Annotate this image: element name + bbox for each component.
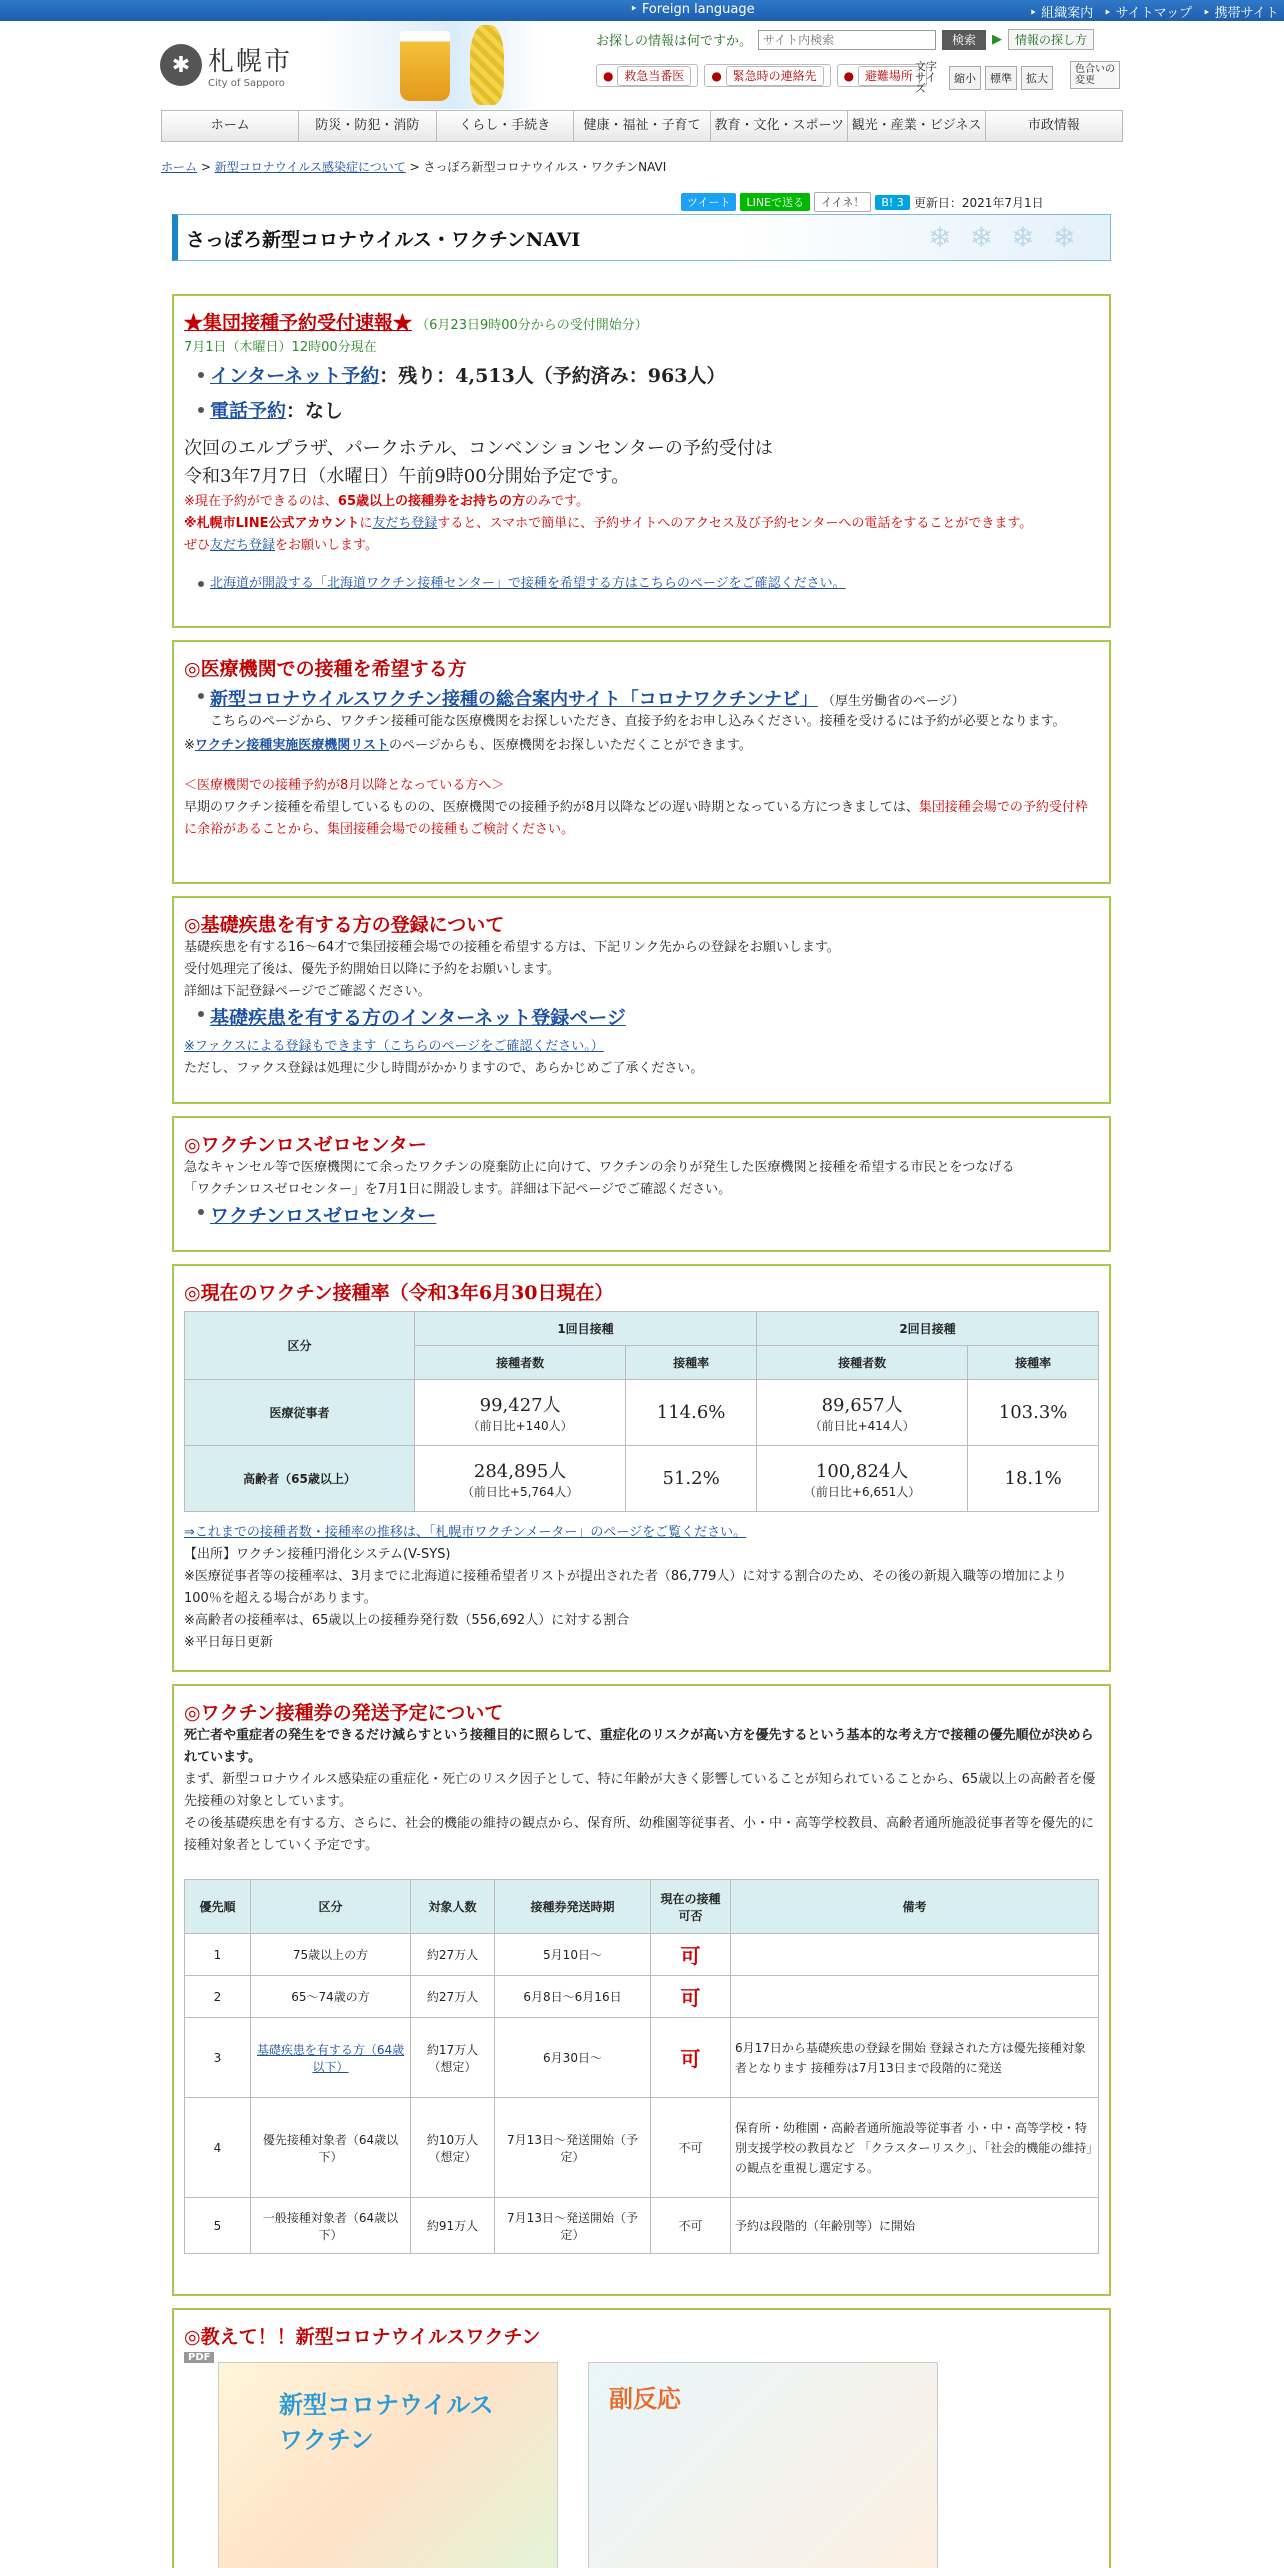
table-row: [185, 2198, 1099, 2254]
registration-text: 基礎疾患を有する16～64才で集団接種会場での接種を希望する方は、下記リンク先からの登録をお願いします。: [184, 940, 840, 955]
availability-cell: 可: [651, 1934, 731, 1976]
updated-date: 更新日：2021年7月1日: [913, 195, 1044, 210]
note-text: のページからも、医療機関をお探しいただくことができます。: [389, 738, 752, 753]
share-bar: [681, 192, 1044, 212]
loss-zero-title: ◎ワクチンロスゼロセンター: [184, 1134, 427, 1156]
th-remarks: 備考: [731, 1880, 1099, 1934]
table-row: [185, 2098, 1099, 2198]
table-row: [185, 1976, 1099, 2018]
search-input[interactable]: [758, 30, 936, 50]
navi-description: こちらのページから、ワクチン接種可能な医療機関をお探しいただき、直接予約をお申し込みください。接種を受けるには予約が必要となります。: [210, 714, 1066, 729]
table-row: [185, 1380, 1099, 1446]
arrow-icon: ▶: [992, 32, 1003, 47]
vaccination-rate-section: [172, 1264, 1111, 1672]
schedule-text: その後基礎疾患を有する方、さらに、社会的機能の維持の観点から、保育所、幼稚園等従事者、小・中・高等学校教員、高齢者通所施設従事者等を優先的に接種対象者としていく予定です。: [184, 1816, 1095, 1853]
cell: [731, 1976, 1099, 2018]
nav-home[interactable]: ホーム: [162, 111, 299, 141]
internet-registration-link[interactable]: 基礎疾患を有する方のインターネット登録ページ: [210, 1007, 626, 1029]
schedule-principle: 死亡者や重症者の発生をできるだけ減らすという接種目的に照らして、重症化のリスクが高い方を優先するという基本的な考え方で接種の優先順位が決められています。: [184, 1728, 1094, 1765]
rate-note: ※医療従事者等の接種率は、3月までに北海道に接種希望者リストが提出された者（86,779人）に対する割合のため、その後の新規入職等の増加により100％を超える場合があります。: [184, 1569, 1067, 1606]
cell: 7月13日～発送開始（予定）: [495, 2098, 651, 2198]
cell: 6月17日から基礎疾患の登録を開始 登録された方は優先接種対象者となります 接種券は7月13日まで段階的に発送: [731, 2018, 1099, 2098]
flyer-thumbnail-2[interactable]: [588, 2362, 938, 2568]
cell: 65～74歳の方: [251, 1976, 411, 2018]
cell: 5: [185, 2198, 251, 2254]
cell: 約91万人: [411, 2198, 495, 2254]
rate-note: ※高齢者の接種率は、65歳以上の接種券発行数（556,692人）に対する割合: [184, 1613, 630, 1628]
after-august-heading: ＜医療機関での接種予約が8月以降となっている方へ＞: [184, 778, 505, 793]
count-value: 284,895人: [473, 1461, 567, 1482]
cell: 約17万人（想定）: [411, 2018, 495, 2098]
vaccine-navi-link[interactable]: 新型コロナウイルスワクチン接種の総合案内サイト「コロナワクチンナビ」: [210, 689, 818, 710]
search-prompt: お探しの情報は何ですか。: [596, 34, 753, 49]
search-button[interactable]: 検索: [942, 30, 986, 50]
cell: 保育所・幼稚園・高齢者通所施設等従事者 小・中・高等学校・特別支援学校の教員など 「クラスターリスク」、「社会的機能の維持」の観点を重視し選定する。: [731, 2098, 1099, 2198]
next-booking-line1: 次回のエルプラザ、パークホテル、コンベンションセンターの予約受付は: [184, 438, 773, 459]
cell: 予約は段階的（年齢別等）に開始: [731, 2198, 1099, 2254]
th-category: 区分: [185, 1312, 415, 1380]
evacuation-button[interactable]: ● 避難場所: [837, 64, 927, 87]
schedule-table: [184, 1879, 1099, 2254]
breadcrumb-sep: >: [405, 160, 424, 174]
line-friend-link-2[interactable]: 友だち登録: [210, 538, 276, 553]
booking-title-note: （6月23日9時00分からの受付開始分）: [416, 318, 648, 333]
internet-remaining: ：残り：4,513人（予約済み：963人）: [379, 365, 726, 387]
mobile-link[interactable]: ‣ 携帯サイト: [1202, 6, 1279, 21]
note-text: ※現在予約ができるのは、: [184, 494, 338, 509]
booking-status-section: [172, 294, 1111, 628]
global-nav: [161, 110, 1123, 142]
nav-tourism[interactable]: 観光・産業・ビジネス: [848, 111, 985, 141]
after-august-text: 早期のワクチン接種を希望しているものの、医療機関での接種予約が8月以降などの遅い時期となっている方につきましては、: [184, 800, 919, 815]
th-count: 接種者数: [415, 1346, 626, 1380]
count-value: 100,824人: [815, 1461, 909, 1482]
tweet-button[interactable]: ツイート: [681, 193, 736, 211]
sitemap-link[interactable]: ‣ サイトマップ: [1103, 6, 1193, 21]
rate-value: 51.2%: [626, 1446, 757, 1512]
th-priority: 優先順: [185, 1880, 251, 1934]
clinic-title: ◎医療機関での接種を希望する方: [184, 658, 467, 680]
breadcrumb: [161, 158, 666, 175]
rate-value: 18.1%: [968, 1446, 1099, 1512]
next-booking-line2: 令和3年7月7日（水曜日）午前9時00分開始予定です。: [184, 466, 630, 487]
cell: [731, 1934, 1099, 1976]
breadcrumb-home[interactable]: ホーム: [161, 160, 198, 174]
cell: 7月13日～発送開始（予定）: [495, 2198, 651, 2254]
th-rate: 接種率: [968, 1346, 1099, 1380]
note-bold: 65歳以上の接種券をお持ちの方: [337, 494, 525, 509]
ticket-schedule-section: [172, 1684, 1111, 2296]
rate-value: 114.6%: [626, 1380, 757, 1446]
nav-education[interactable]: 教育・文化・スポーツ: [711, 111, 848, 141]
cell: 6月8日～6月16日: [495, 1976, 651, 2018]
hokkaido-center-link[interactable]: 北海道が開設する「北海道ワクチン接種センター」で接種を希望する方はこちらのページをご確認ください。: [210, 576, 846, 591]
faq-section: [172, 2308, 1111, 2568]
table-row: [185, 1934, 1099, 1976]
flyer-title: 副反応: [609, 2385, 681, 2413]
logo-english: City of Sapporo: [208, 78, 285, 89]
cell: 3: [185, 2018, 251, 2098]
text-small-button[interactable]: 縮小: [949, 66, 981, 90]
howto-search-button[interactable]: 情報の探し方: [1008, 29, 1094, 50]
cell: 優先接種対象者（64歳以下）: [251, 2098, 411, 2198]
cell: 5月10日～: [495, 1934, 651, 1976]
th-category: 区分: [251, 1880, 411, 1934]
after-august-highlight: 集団接種会場での予約受付枠に余裕があることから、集団接種会場での接種もご検討ください。: [184, 800, 1088, 837]
source-note: 【出所】ワクチン接種円滑化システム(V-SYS): [184, 1547, 451, 1562]
th-send-date: 接種券発送時期: [495, 1880, 651, 1934]
phone-booking-link[interactable]: 電話予約: [210, 400, 287, 422]
nav-disaster[interactable]: 防災・防犯・消防: [299, 111, 436, 141]
nav-life[interactable]: くらし・手続き: [437, 111, 574, 141]
th-first: 1回目接種: [415, 1312, 757, 1346]
loss-zero-text: 急なキャンセル等で医療機関にて余ったワクチンの廃棄防止に向けて、ワクチンの余りが発生した医療機関と接種を希望する市民とをつなげる: [184, 1160, 1015, 1175]
cell: 約27万人: [411, 1934, 495, 1976]
th-count: 接種者数: [756, 1346, 967, 1380]
cell: 75歳以上の方: [251, 1934, 411, 1976]
note-text: ぜひ: [184, 538, 211, 553]
org-link[interactable]: ‣ 組織案内: [1029, 6, 1094, 21]
emergency-doctor-button[interactable]: ● 救急当番医: [596, 64, 698, 87]
corn-icon: [470, 25, 504, 105]
booking-asof: 7月1日（木曜日）12時00分現在: [184, 340, 377, 355]
breadcrumb-parent[interactable]: 新型コロナウイルス感染症について: [214, 160, 406, 174]
nav-health[interactable]: 健康・福祉・子育て: [574, 111, 711, 141]
registration-text: 受付処理完了後は、優先予約開始日以降に予約をお願いします。: [184, 962, 560, 977]
availability-cell: 不可: [651, 2198, 731, 2254]
clinic-list-link[interactable]: ワクチン接種実施医療機関リスト: [194, 738, 389, 753]
schedule-text: まず、新型コロナウイルス感染症の重症化・死亡のリスク因子として、特に年齢が大きく影響していることが知られていることから、65歳以上の高齢者を優先接種の対象としています。: [184, 1772, 1096, 1809]
availability-cell: 可: [651, 2018, 731, 2098]
snowflake-icon: ❄❄❄❄: [928, 221, 1094, 254]
row-name: 高齢者（65歳以上）: [185, 1446, 415, 1512]
vaccine-meter-link[interactable]: ⇒これまでの接種者数・接種率の推移は、「札幌市ワクチンメーター」のページをご覧ください。: [184, 1525, 747, 1540]
rate-note: ※平日毎日更新: [184, 1635, 273, 1650]
internet-booking-link[interactable]: インターネット予約: [210, 365, 380, 387]
page-title-box: [172, 214, 1111, 261]
color-change-button[interactable]: 色合いの変更: [1070, 61, 1120, 89]
navi-note: （厚生労働省のページ）: [822, 694, 965, 709]
cell: 1: [185, 1934, 251, 1976]
rate-title: ◎現在のワクチン接種率（令和3年6月30日現在）: [184, 1282, 614, 1304]
cell: 6月30日～: [495, 2018, 651, 2098]
nav-city[interactable]: 市政情報: [1027, 118, 1080, 133]
page-title: さっぽろ新型コロナウイルス・ワクチンNAVI: [186, 229, 581, 251]
sapporo-emblem-icon: ✱: [160, 44, 202, 86]
schedule-title: ◎ワクチン接種券の発送予定について: [184, 1702, 504, 1724]
availability-cell: 可: [651, 1976, 731, 2018]
cell: 約10万人（想定）: [411, 2098, 495, 2198]
count-diff: （前日比+6,651人）: [803, 1485, 921, 1499]
pdf-icon: PDF: [184, 2352, 214, 2363]
count-diff: （前日比+5,764人）: [461, 1485, 579, 1499]
condition-category-link[interactable]: 基礎疾患を有する方（64歳以下）: [256, 2042, 405, 2074]
text-normal-button[interactable]: 標準: [985, 66, 1017, 90]
note-text: のみです。: [525, 494, 589, 509]
table-row: [185, 1446, 1099, 1512]
rate-table: [184, 1311, 1099, 1512]
clinic-section: [172, 640, 1111, 884]
site-logo[interactable]: [160, 41, 292, 89]
flyer-title: 新型コロナウイルスワクチン: [279, 2391, 494, 2454]
note-text: すると、スマホで簡単に、予約サイトへのアクセス及び予約センターへの電話をすることができます。: [437, 516, 1033, 531]
iine-button[interactable]: イイネ！: [814, 192, 871, 212]
rate-value: 103.3%: [968, 1380, 1099, 1446]
site-header: [0, 21, 1284, 109]
count-diff: （前日比+140人）: [467, 1419, 573, 1433]
th-second: 2回目接種: [756, 1312, 1098, 1346]
fax-note: ただし、ファクス登録は処理に少し時間がかかりますので、あらかじめご了承ください。: [184, 1061, 704, 1076]
hatena-button[interactable]: B! 3: [875, 195, 909, 210]
text-large-button[interactable]: 拡大: [1021, 66, 1053, 90]
line-friend-link[interactable]: 友だち登録: [372, 516, 438, 531]
note-text: に: [359, 516, 373, 531]
faq-title: ◎教えて！！新型コロナウイルスワクチン: [184, 2326, 541, 2348]
condition-registration-section: [172, 896, 1111, 1104]
count-value: 89,657人: [821, 1395, 903, 1416]
foreign-language-link[interactable]: ‣ Foreign language: [630, 2, 755, 17]
text-size-label: 文字サイズ: [915, 60, 937, 95]
fax-registration-link[interactable]: ※ファクスによる登録もできます（こちらのページをご確認ください。）: [184, 1039, 604, 1054]
cell: 約27万人: [411, 1976, 495, 2018]
availability-cell: 不可: [651, 2098, 731, 2198]
th-rate: 接種率: [626, 1346, 757, 1380]
phone-remaining: ：なし: [286, 400, 344, 422]
th-availability: 現在の接種可否: [651, 1880, 731, 1934]
registration-title: ◎基礎疾患を有する方の登録について: [184, 914, 505, 936]
cell: 一般接種対象者（64歳以下）: [251, 2198, 411, 2254]
note-text: ※: [184, 738, 195, 753]
breadcrumb-sep: >: [197, 160, 215, 174]
loss-zero-text: 「ワクチンロスゼロセンター」を7月1日に開設します。詳細は下記ページでご確認ください。: [184, 1182, 732, 1197]
note-text: をお願いします。: [275, 538, 378, 553]
breadcrumb-current: さっぽろ新型コロナウイルス・ワクチンNAVI: [423, 160, 667, 174]
cell: 2: [185, 1976, 251, 2018]
th-target: 対象人数: [411, 1880, 495, 1934]
line-account-text: ※札幌市LINE公式アカウント: [184, 516, 360, 531]
row-name: 医療従事者: [185, 1380, 415, 1446]
cell: 4: [185, 2098, 251, 2198]
top-bar: [0, 0, 1284, 21]
loss-zero-section: [172, 1116, 1111, 1252]
count-diff: （前日比+414人）: [809, 1419, 915, 1433]
logo-text: 札幌市: [208, 47, 293, 77]
booking-title: ★集団接種予約受付速報★: [184, 312, 413, 334]
emergency-contact-button[interactable]: ● 緊急時の連絡先: [704, 64, 830, 87]
flyer-thumbnail-1[interactable]: [218, 2362, 558, 2568]
count-value: 99,427人: [479, 1395, 561, 1416]
table-row: [185, 2018, 1099, 2098]
loss-zero-link[interactable]: ワクチンロスゼロセンター: [210, 1205, 437, 1227]
line-button[interactable]: LINEで送る: [740, 193, 810, 211]
beer-icon: [400, 31, 450, 101]
header-banner-image: [320, 21, 540, 109]
registration-text: 詳細は下記登録ページでご確認ください。: [184, 984, 431, 999]
